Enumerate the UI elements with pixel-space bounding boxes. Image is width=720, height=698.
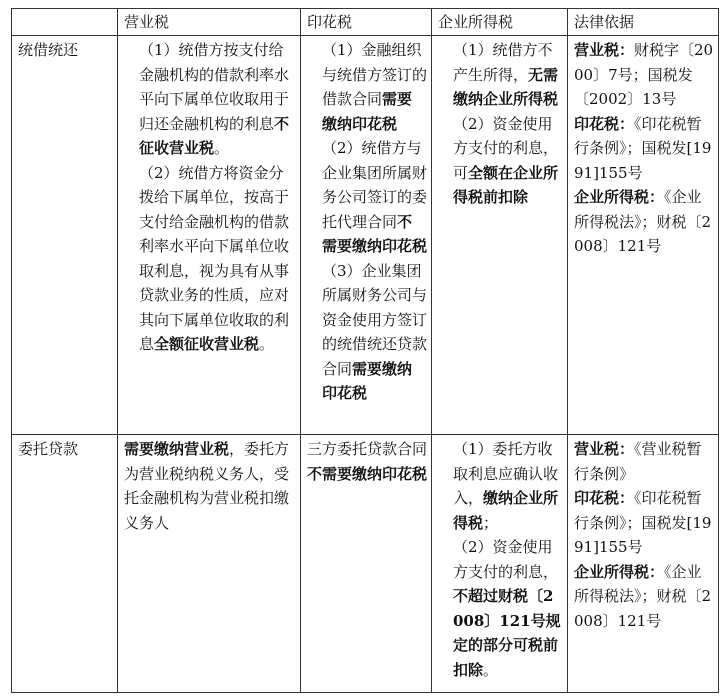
- cell-paragraph: [307, 437, 427, 486]
- cell-paragraph: [574, 38, 714, 112]
- stamp-tax-cell: [301, 36, 432, 435]
- bold-text: 印花税：: [574, 114, 635, 133]
- text-run: （2）资金使用方支付的利息，可: [453, 114, 559, 182]
- header-cell-legal-basis: 法律依据: [568, 9, 719, 36]
- cell-paragraph: [307, 38, 427, 136]
- text-run: 《企业所得税法》；财税〔2008〕121号: [574, 562, 712, 630]
- legal-basis-cell: [568, 435, 719, 693]
- text-run: （1）统借方按支付给金融机构的借款利率水平向下属单位收取用于归还金融机构的利息: [139, 41, 290, 133]
- text-run: ，委托方为营业税纳税义务人，受托金融机构为营业税扣缴义务人: [124, 440, 290, 532]
- text-run: 《营业税暂行条例》: [574, 440, 702, 483]
- bold-text: 不需要缴纳印花税: [307, 464, 428, 483]
- cell-paragraph: [574, 185, 714, 259]
- text-run: （1）统借方不产生所得，: [453, 41, 553, 84]
- income-tax-cell: [432, 36, 568, 435]
- bold-text: 营业税：: [574, 440, 635, 458]
- cell-paragraph: [438, 535, 563, 682]
- bold-text: 不需要缴纳印花税: [322, 212, 428, 255]
- bold-text: 无需缴纳企业所得税: [453, 65, 559, 108]
- text-run: 。: [259, 335, 275, 353]
- cell-paragraph: [438, 112, 563, 210]
- text-run: 《企业所得税法》；财税〔2008〕121号: [574, 188, 712, 255]
- text-run: 。: [214, 139, 230, 157]
- text-run: 财税字〔2000〕7号；国税发〔2002〕13号: [574, 41, 714, 108]
- header-cell-stamp-tax: 印花税: [301, 9, 432, 36]
- bold-text: 需要缴纳印花税: [322, 90, 413, 133]
- bold-text: 全额征收营业税: [154, 335, 260, 353]
- cell-paragraph: [438, 38, 563, 112]
- table-row: [12, 435, 719, 693]
- bold-text: 需要缴纳印花税: [322, 359, 413, 402]
- bold-text: 营业税：: [574, 41, 635, 59]
- text-run: （3）企业集团所属财务公司与资金使用方签订的统借统还贷款合同: [322, 261, 428, 378]
- text-run: ；: [483, 513, 499, 532]
- text-run: （2）统借方将资金分拨给下属单位，按高于支付给金融机构的借款利率水平向下属单位收取利息，视为具有从事贷款业务的性质，应对其向下属单位收取的利息: [139, 163, 290, 353]
- row-label: 委托贷款: [12, 435, 118, 693]
- bold-text: 企业所得税：: [574, 188, 665, 206]
- table-row: [12, 36, 719, 435]
- text-run: 《印花税暂行条例》；国税发[1991]155号: [574, 114, 712, 182]
- cell-paragraph: [307, 136, 427, 259]
- cell-paragraph: [124, 38, 296, 161]
- cell-paragraph: [574, 560, 714, 634]
- income-tax-cell: [432, 435, 568, 693]
- text-run: （2）资金使用方支付的利息，: [453, 538, 559, 581]
- bold-text: 印花税：: [574, 489, 635, 507]
- business-tax-cell: [118, 36, 301, 435]
- cell-paragraph: [124, 437, 296, 535]
- bold-text: 不超过财税〔2008〕121号规定的部分可税前扣除: [453, 587, 561, 679]
- stamp-tax-cell: [301, 435, 432, 693]
- text-run: 。: [483, 660, 499, 679]
- tax-comparison-table: [11, 8, 719, 693]
- bold-text: 不征收营业税: [139, 114, 290, 157]
- cell-paragraph: [574, 112, 714, 186]
- text-run: （2）统借方与企业集团所属财务公司签订的委托代理合同: [322, 139, 428, 231]
- legal-basis-cell: [568, 36, 719, 435]
- row-label: 统借统还: [12, 36, 118, 435]
- business-tax-cell: [118, 435, 301, 693]
- bold-text: 需要缴纳营业税: [124, 440, 230, 458]
- header-cell-empty: [12, 9, 118, 36]
- bold-text: 缴纳企业所得税: [453, 489, 559, 532]
- bold-text: 企业所得税：: [574, 562, 665, 581]
- bold-text: 全额在企业所得税前扣除: [453, 163, 559, 206]
- header-row: [12, 9, 719, 36]
- text-run: 三方委托贷款合同: [307, 440, 428, 458]
- text-run: 《印花税暂行条例》；国税发[1991]155号: [574, 489, 712, 556]
- cell-paragraph: [438, 437, 563, 535]
- header-cell-business-tax: 营业税: [118, 9, 301, 36]
- header-cell-income-tax: 企业所得税: [432, 9, 568, 36]
- text-run: （1）委托方收取利息应确认收入，: [453, 440, 559, 507]
- cell-paragraph: [574, 437, 714, 486]
- cell-paragraph: [574, 486, 714, 560]
- cell-paragraph: [124, 161, 296, 357]
- cell-paragraph: [307, 259, 427, 406]
- text-run: （1）金融组织与统借方签订的借款合同: [322, 41, 428, 108]
